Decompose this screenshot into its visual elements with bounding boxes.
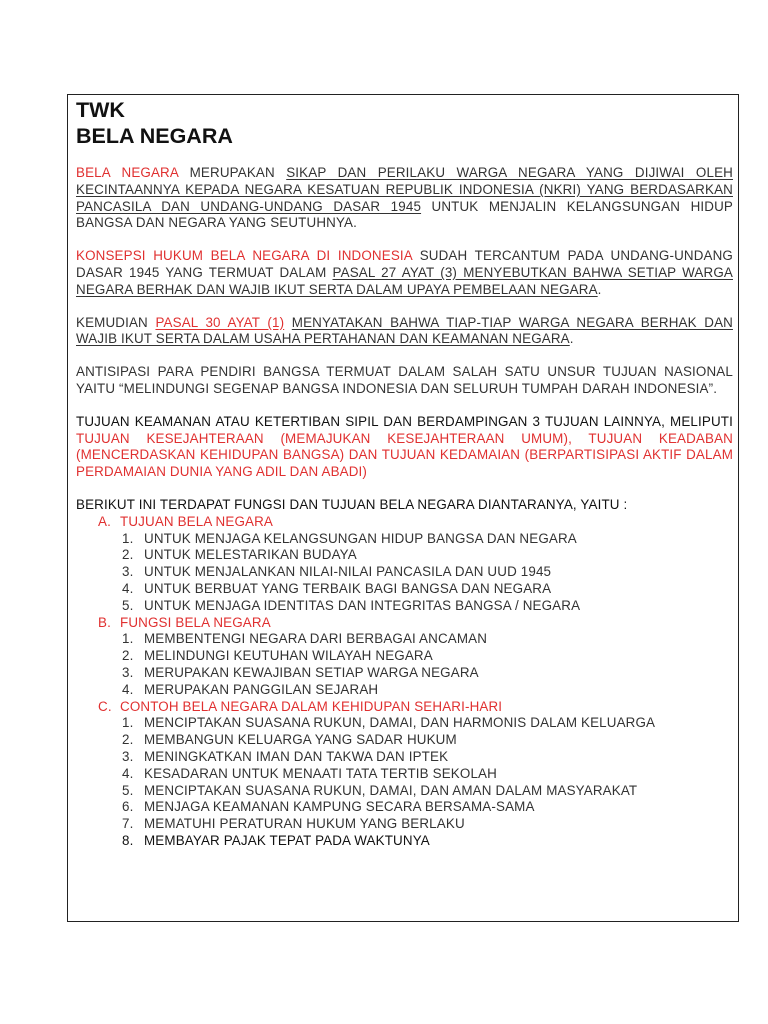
list-item bbox=[122, 783, 733, 800]
section-heading bbox=[98, 514, 733, 531]
term-bela-negara: BELA NEGARA bbox=[76, 165, 179, 180]
term-tujuan-list: TUJUAN KESEJAHTERAAN (MEMAJUKAN KESEJAHTERAAN UMUM), TUJUAN KEADABAN (MENCERDASKAN KEHIDUPAN BANGSA) DAN TUJUAN KEDAMAIAN (BERPARTISIPASI AKTIF DALAM PERDAMAIAN DUNIA YANG ADIL DAN ABADI) bbox=[76, 430, 733, 480]
list-item bbox=[122, 682, 733, 699]
list-item bbox=[122, 749, 733, 766]
item-number: 2. bbox=[122, 648, 134, 664]
item-number: 1. bbox=[122, 631, 134, 647]
item-number: 8. bbox=[122, 832, 134, 848]
item-number: 1. bbox=[122, 530, 134, 546]
paragraph-definition bbox=[76, 165, 733, 232]
item-text: MENCIPTAKAN SUASANA RUKUN, DAMAI, DAN AMAN DALAM MASYARAKAT bbox=[144, 782, 638, 798]
list-intro: BERIKUT INI TERDAPAT FUNGSI DAN TUJUAN BELA NEGARA DIANTARANYA, YAITU : bbox=[76, 496, 628, 512]
paragraph-konsepsi bbox=[76, 248, 733, 298]
item-number: 1. bbox=[122, 715, 134, 731]
underlined-pasal-30-text: MENYATAKAN BAHWA TIAP-TIAP WARGA NEGARA BERHAK DAN WAJIB IKUT SERTA DALAM USAHA PERTAHANAN DAN KEAMANAN NEGARA bbox=[76, 314, 733, 347]
item-text: MENINGKATKAN IMAN DAN TAKWA DAN IPTEK bbox=[144, 748, 449, 764]
item-text: UNTUK BERBUAT YANG TERBAIK BAGI BANGSA DAN NEGARA bbox=[144, 580, 552, 596]
section-letter: C. bbox=[98, 698, 112, 714]
item-text: MERUPAKAN KEWAJIBAN SETIAP WARGA NEGARA bbox=[144, 664, 479, 680]
text-segment: MERUPAKAN bbox=[178, 165, 287, 180]
section-title: CONTOH BELA NEGARA DALAM KEHIDUPAN SEHARI-HARI bbox=[120, 698, 503, 714]
item-number: 5. bbox=[122, 597, 134, 613]
section-heading bbox=[98, 615, 733, 632]
list-item bbox=[122, 665, 733, 682]
document-frame bbox=[67, 94, 739, 922]
item-text: UNTUK MELESTARIKAN BUDAYA bbox=[144, 547, 357, 563]
document-content bbox=[76, 95, 733, 850]
text-segment: UNTUK MENJALIN KELANGSUNGAN HIDUP BANGSA DAN NEGARA YANG SEUTUHNYA. bbox=[76, 198, 733, 231]
list-item bbox=[122, 598, 733, 615]
underlined-pasal-27: PASAL 27 AYAT (3) MENYEBUTKAN BAHWA SETIAP WARGA NEGARA BERHAK DAN WAJIB IKUT SERTA DALAM UPAYA PEMBELAAN NEGARA bbox=[76, 264, 733, 297]
section-letter: A. bbox=[98, 513, 111, 529]
paragraph-pasal-30 bbox=[76, 315, 733, 349]
text-segment: KEMUDIAN bbox=[76, 314, 156, 330]
list-item bbox=[122, 531, 733, 548]
section-c bbox=[76, 699, 733, 850]
section-b bbox=[76, 615, 733, 699]
item-number: 3. bbox=[122, 748, 134, 764]
item-number: 4. bbox=[122, 681, 134, 697]
list-item bbox=[122, 715, 733, 732]
term-konsepsi: KONSEPSI HUKUM BELA NEGARA DI INDONESIA bbox=[76, 248, 413, 264]
item-number: 3. bbox=[122, 664, 134, 680]
section-title: TUJUAN BELA NEGARA bbox=[120, 513, 274, 529]
paragraph-tujuan bbox=[76, 414, 733, 481]
item-text: MERUPAKAN PANGGILAN SEJARAH bbox=[144, 681, 379, 697]
list-item bbox=[122, 799, 733, 816]
item-number: 7. bbox=[122, 816, 134, 832]
term-pasal-30: PASAL 30 AYAT (1) bbox=[155, 314, 285, 330]
list-item bbox=[122, 581, 733, 598]
item-text: MENJAGA KEAMANAN KAMPUNG SECARA BERSAMA-SAMA bbox=[144, 799, 535, 815]
list-item bbox=[122, 732, 733, 749]
list-item bbox=[122, 833, 733, 850]
text-segment: SUDAH TERCANTUM PADA UNDANG-UNDANG DASAR 1945 YANG TERMUAT DALAM bbox=[76, 248, 733, 280]
paragraph-antisipasi: ANTISIPASI PARA PENDIRI BANGSA TERMUAT DALAM SALAH SATU UNSUR TUJUAN NASIONAL YAITU “MELINDUNGI SEGENAP BANGSA INDONESIA DAN SELURUH TUMPAH DARAH INDONESIA”. bbox=[76, 364, 733, 396]
text-segment: TUJUAN KEAMANAN ATAU KETERTIBAN SIPIL DAN BERDAMPINGAN 3 TUJUAN LAINNYA, MELIPUTI bbox=[76, 413, 733, 429]
text-segment bbox=[284, 315, 292, 330]
section-title: FUNGSI BELA NEGARA bbox=[120, 614, 271, 630]
text-segment: . bbox=[569, 331, 574, 347]
item-text: MEMBANGUN KELUARGA YANG SADAR HUKUM bbox=[144, 732, 457, 748]
list-item bbox=[122, 631, 733, 648]
item-text: KESADARAN UNTUK MENAATI TATA TERTIB SEKOLAH bbox=[144, 765, 497, 781]
item-text: MEMBAYAR PAJAK TEPAT PADA WAKTUNYA bbox=[144, 832, 430, 848]
item-number: 4. bbox=[122, 765, 134, 781]
list-item bbox=[122, 766, 733, 783]
doc-title-twk: TWK bbox=[76, 98, 125, 122]
text-segment: . bbox=[597, 281, 602, 297]
underlined-definition: SIKAP DAN PERILAKU WARGA NEGARA YANG DIJIWAI OLEH KECINTAANNYA KEPADA NEGARA KESATUAN REPUBLIK INDONESIA (NKRI) YANG BERDASARKAN PANCASILA DAN UNDANG-UNDANG DASAR 1945 bbox=[76, 165, 734, 214]
list-item bbox=[122, 547, 733, 564]
item-number: 6. bbox=[122, 799, 134, 815]
item-text: MENCIPTAKAN SUASANA RUKUN, DAMAI, DAN HARMONIS DALAM KELUARGA bbox=[144, 715, 656, 731]
doc-title-bela-negara: BELA NEGARA bbox=[76, 124, 233, 148]
item-text: UNTUK MENJAGA KELANGSUNGAN HIDUP BANGSA DAN NEGARA bbox=[144, 530, 577, 546]
item-number: 2. bbox=[122, 547, 134, 563]
list-item bbox=[122, 564, 733, 581]
section-heading bbox=[98, 699, 733, 716]
section-letter: B. bbox=[98, 614, 111, 630]
item-text: MEMATUHI PERATURAN HUKUM YANG BERLAKU bbox=[144, 816, 465, 832]
list-item bbox=[122, 816, 733, 833]
item-text: UNTUK MENJALANKAN NILAI-NILAI PANCASILA DAN UUD 1945 bbox=[144, 564, 552, 580]
section-a bbox=[76, 514, 733, 615]
item-number: 4. bbox=[122, 580, 134, 596]
item-text: UNTUK MENJAGA IDENTITAS DAN INTEGRITAS BANGSA / NEGARA bbox=[144, 597, 581, 613]
item-number: 2. bbox=[122, 732, 134, 748]
list-item bbox=[122, 648, 733, 665]
item-number: 5. bbox=[122, 782, 134, 798]
item-text: MEMBENTENGI NEGARA DARI BERBAGAI ANCAMAN bbox=[144, 631, 488, 647]
item-text: MELINDUNGI KEUTUHAN WILAYAH NEGARA bbox=[144, 648, 433, 664]
item-number: 3. bbox=[122, 564, 134, 580]
